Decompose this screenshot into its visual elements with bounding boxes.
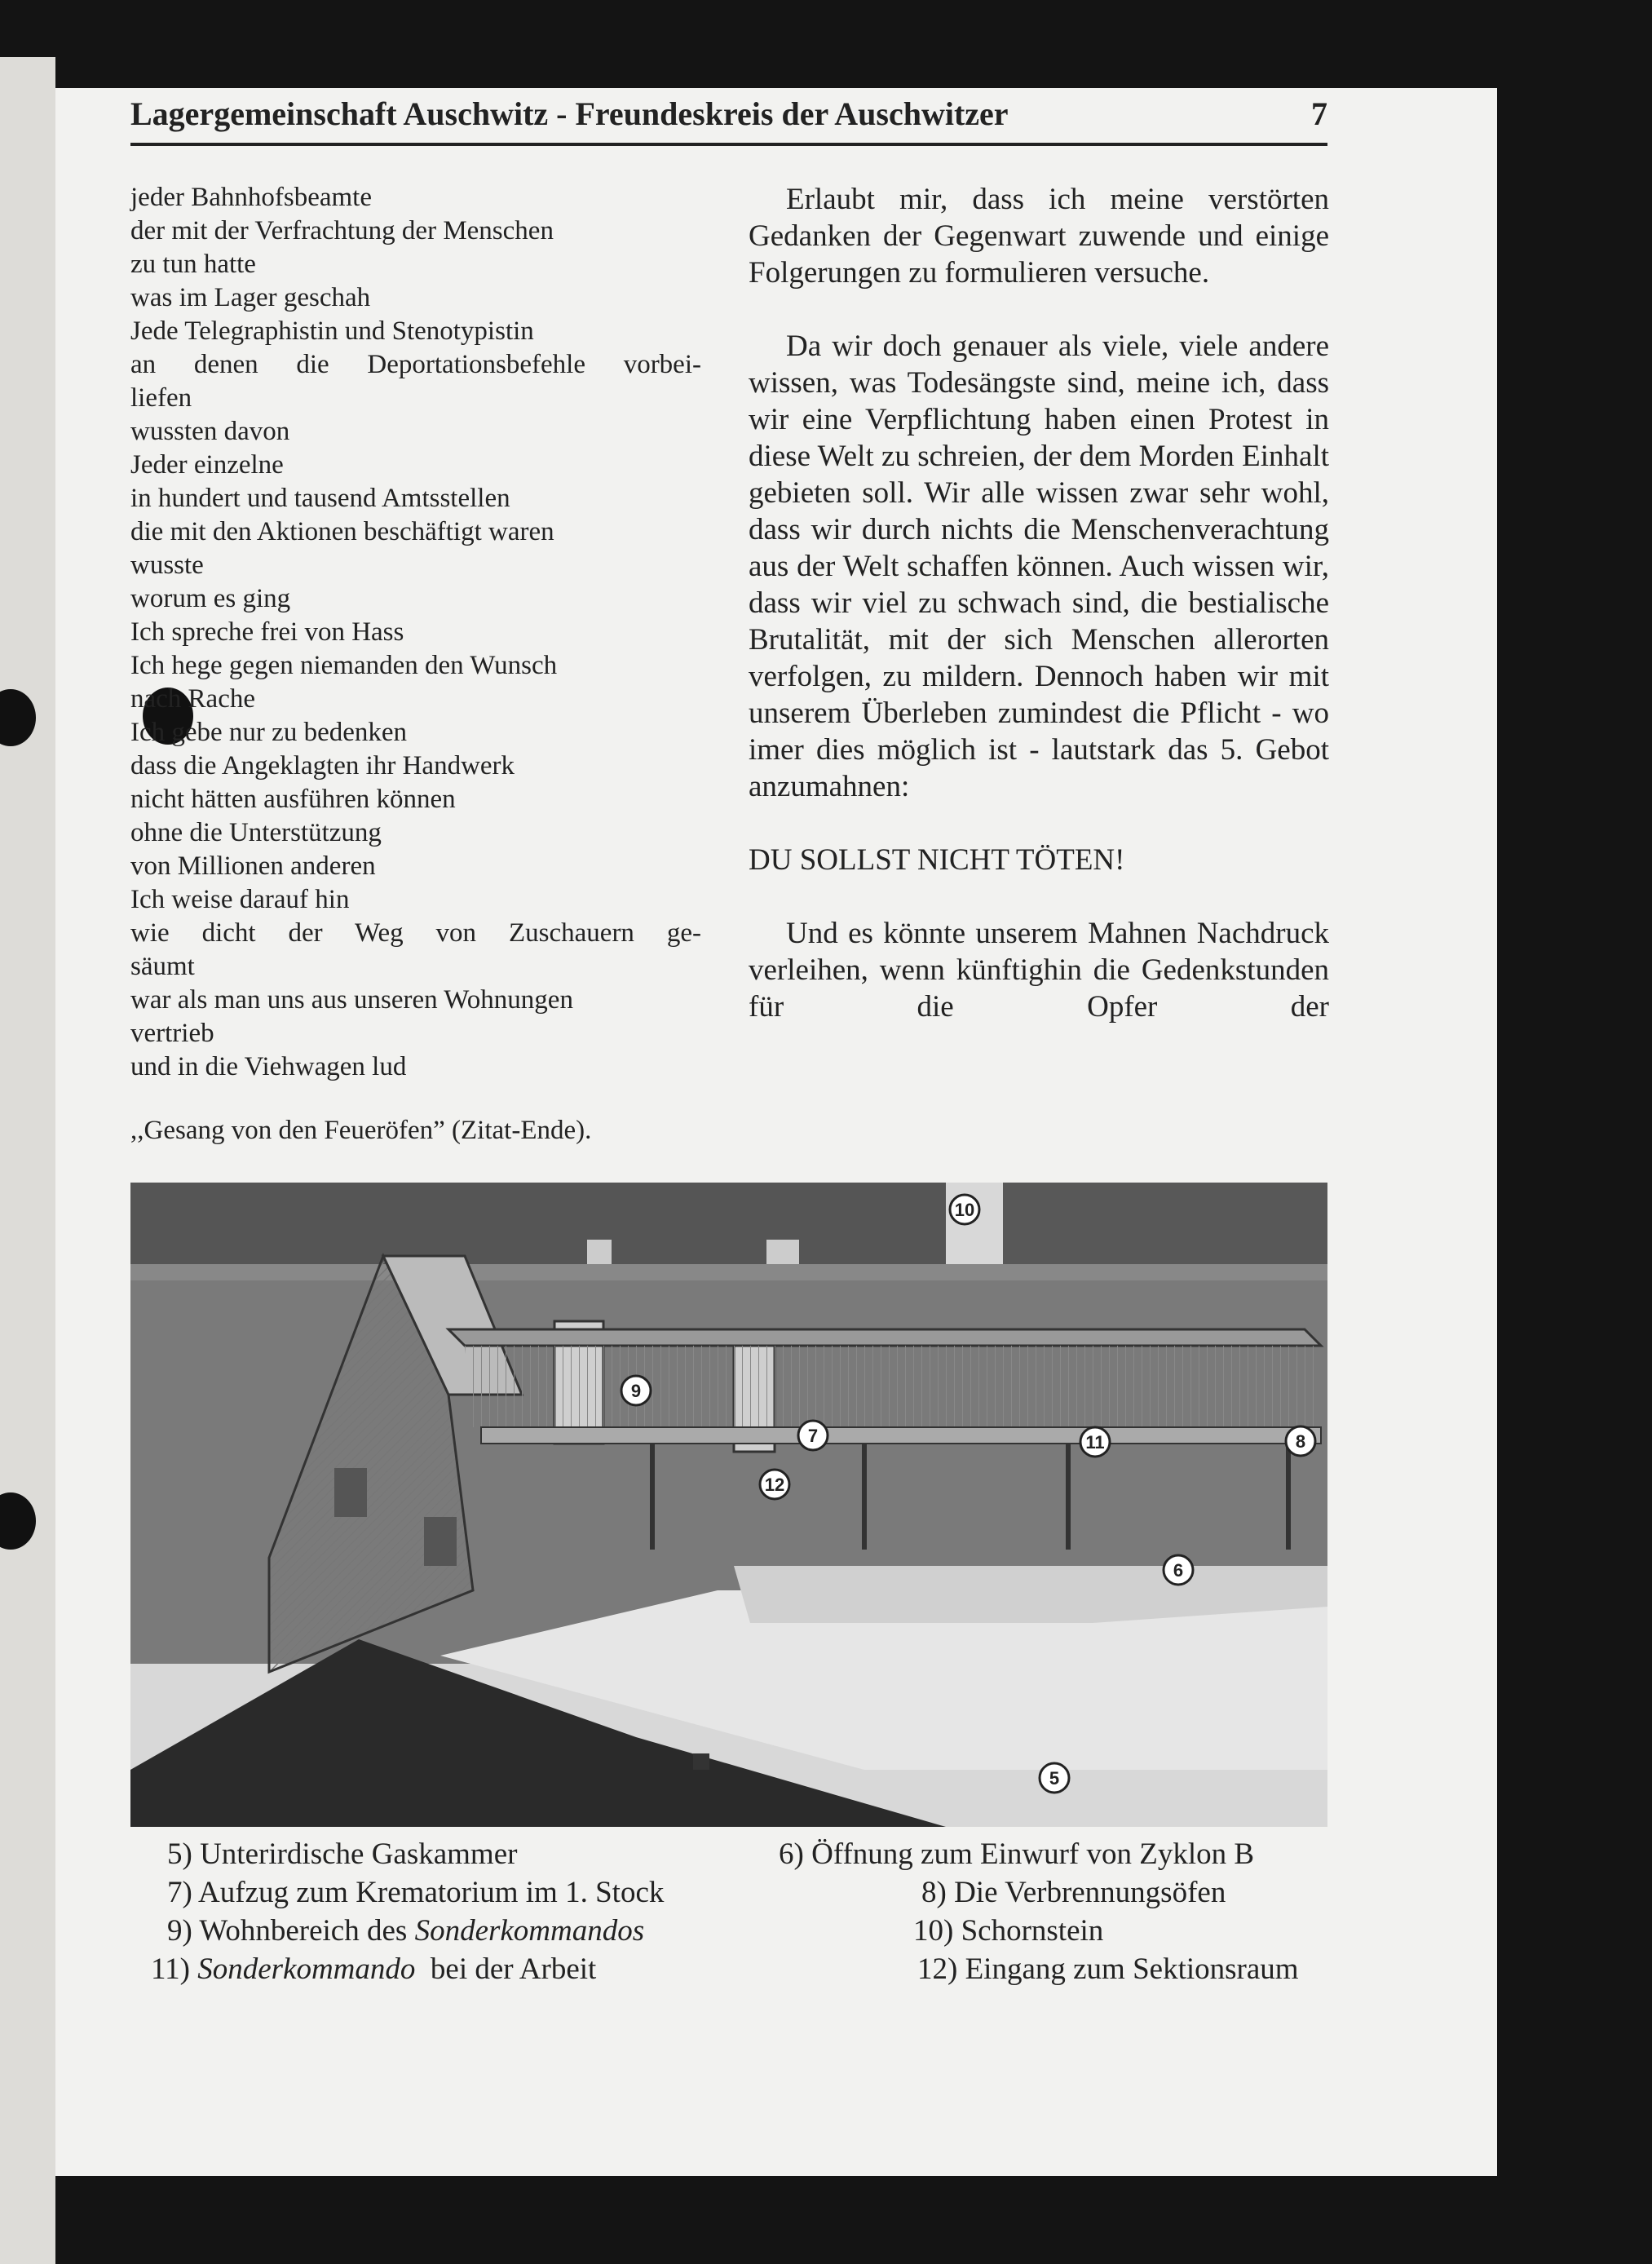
poem-line: nicht hätten ausführen können [130, 785, 456, 814]
poem-line: zu tun hatte [130, 250, 256, 279]
essay-column [749, 181, 1329, 1025]
legend-italic: Sonderkommando [197, 1952, 416, 1986]
marker-11: 11 [1085, 1432, 1105, 1453]
poem-line: ohne die Unterstützung [130, 818, 382, 847]
poem-line: nach Rache [130, 684, 255, 714]
poem-line: was im Lager geschah [130, 283, 371, 312]
marker-8: 8 [1295, 1431, 1306, 1452]
legend-row [130, 1950, 1327, 1988]
legend-row [130, 1912, 1327, 1950]
poem-line: Jede Telegraphistin und Stenotypistin [130, 316, 534, 346]
page-number: 7 [1311, 95, 1327, 132]
poem-line: worum es ging [130, 584, 291, 613]
poem-line: jeder Bahnhofsbeamte [130, 183, 372, 212]
legend-item: 6) Öffnung zum Einwurf von Zyklon B [779, 1837, 1255, 1871]
poem-line: wie dicht der Weg von Zuschauern ge- [130, 918, 701, 948]
legend-item [167, 1912, 644, 1950]
poem-line: Jeder einzelne [130, 450, 284, 480]
legend-item [151, 1950, 596, 1988]
poem-line: wussten davon [130, 417, 290, 446]
poem-line: von Millionen anderen [130, 851, 376, 881]
figure-legend [130, 1835, 1327, 1988]
poem-line: an denen die Deportationsbefehle vorbei- [130, 350, 701, 379]
paragraph: Da wir doch genauer als viele, viele andere wissen, was Todesängste sind, meine ich, dass wir eine Verpflichtung haben einen Protest in diese Welt zu schreien, der dem Morden Einhalt gebieten soll. Wir alle wissen zwar sehr wohl, dass wir durch nichts die Menschenverachtung aus der Welt schaffen können. Auch wissen wir, dass wir viel zu schwach sind, die bestialische Brutalität, mit der sich Menschen allerorten verfolgen, zu mildern. Dennoch haben wir mit unserem Überleben zumindest die Pflicht - wo imer dies möglich ist - lautstark das 5. Gebot anzumahnen: [749, 329, 1329, 803]
legend-text: 11) [151, 1952, 198, 1986]
poem-line: Ich hege gegen niemanden den Wunsch [130, 651, 558, 680]
legend-italic: Sonderkommandos [414, 1914, 645, 1948]
poem-line: die mit den Aktionen beschäftigt waren [130, 517, 554, 546]
poem-column [130, 181, 701, 1147]
poem-line: Ich spreche frei von Hass [130, 617, 404, 647]
poem-line: Ich gebe nur zu bedenken [130, 718, 408, 747]
marker-9: 9 [630, 1381, 642, 1401]
legend-item: 8) Die Verbrennungsöfen [921, 1876, 1226, 1909]
marker-5: 5 [1049, 1768, 1060, 1789]
legend-row [130, 1835, 1327, 1873]
poem-line: säumt [130, 952, 195, 981]
legend-row [130, 1873, 1327, 1912]
poem-line: Ich weise darauf hin [130, 885, 350, 914]
poem-line: dass die Angeklagten ihr Handwerk [130, 751, 515, 780]
legend-item: 7) Aufzug zum Krematorium im 1. Stock [167, 1876, 665, 1909]
poem-line: vertrieb [130, 1019, 214, 1048]
poem-line: und in die Viehwagen lud [130, 1052, 407, 1081]
paragraph: Und es könnte unserem Mahnen Nachdruck verleihen, wenn künftighin die Gedenkstunden für die Opfer der [749, 917, 1329, 1024]
marker-10: 10 [954, 1200, 975, 1220]
legend-text: bei der Arbeit [415, 1952, 597, 1986]
binder-strip [0, 57, 55, 2264]
crematorium-illustration [130, 1183, 1327, 1827]
poem-line: liefen [130, 383, 192, 413]
poem-line: wusste [130, 551, 204, 580]
poem-line: der mit der Verfrachtung der Menschen [130, 216, 554, 245]
legend-item: 5) Unterirdische Gaskammer [167, 1837, 518, 1871]
paragraph: Erlaubt mir, dass ich meine verstörten Gedanken der Gegenwart zuwende und einige Folgerungen zu formulieren versuche. [749, 183, 1329, 290]
quote-end: ,,Gesang von den Feueröfen” (Zitat-Ende). [130, 1116, 592, 1145]
poem-line: war als man uns aus unseren Wohnungen [130, 985, 573, 1015]
page-header [130, 86, 1327, 146]
legend-text: 9) Wohnbereich des [167, 1914, 415, 1948]
legend-item: 12) Eingang zum Sektionsraum [917, 1952, 1299, 1986]
marker-6: 6 [1173, 1560, 1184, 1581]
poem-line: in hundert und tausend Amtsstellen [130, 484, 510, 513]
header-title: Lagergemeinschaft Auschwitz - Freundeskreis der Auschwitzer [130, 95, 1009, 132]
marker-12: 12 [764, 1475, 785, 1495]
emphasis-line: DU SOLLST NICHT TÖTEN! [749, 843, 1125, 877]
legend-item: 10) Schornstein [913, 1914, 1104, 1948]
marker-7: 7 [807, 1426, 819, 1446]
